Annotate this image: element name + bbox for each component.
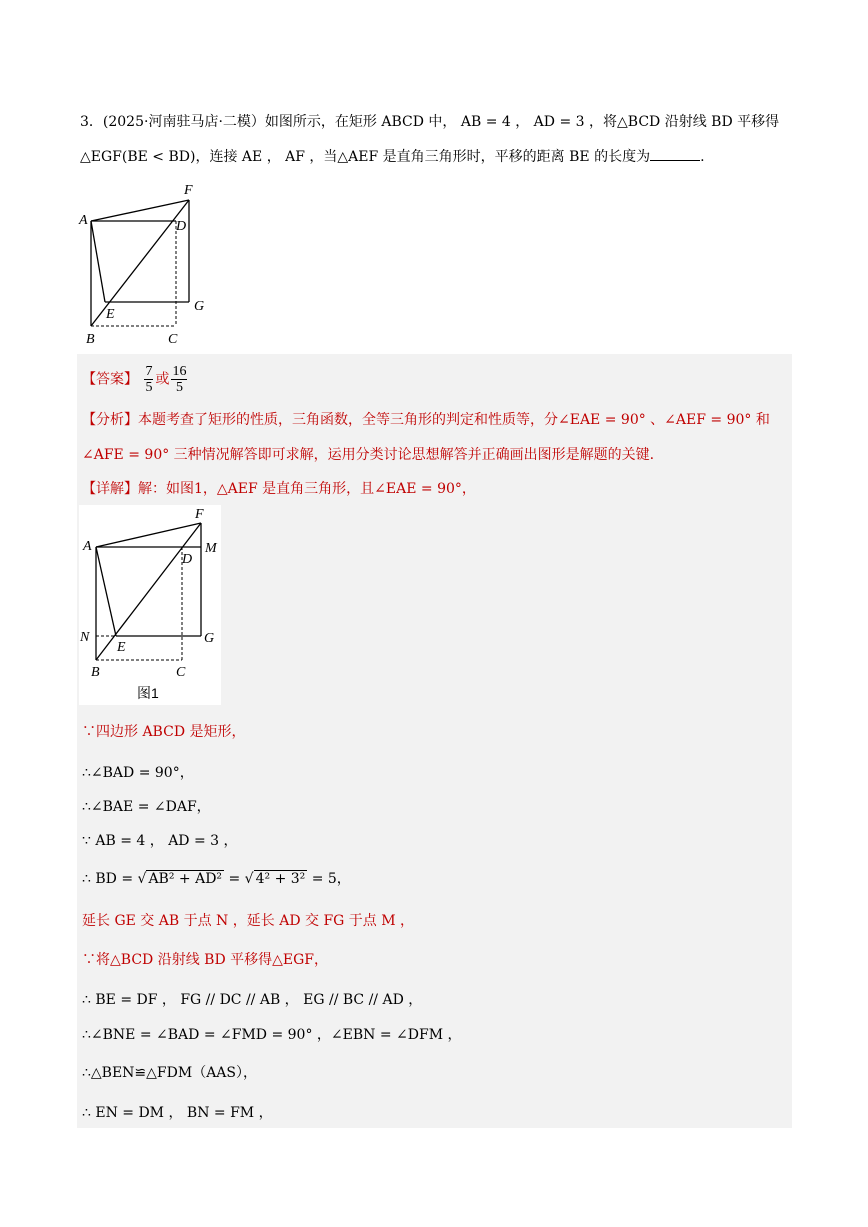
step-5: ∴ BD = √ AB² + AD² = √ 4² + 3² = 5， — [82, 871, 351, 887]
label-D: D — [176, 219, 187, 234]
fig1-label-M: M — [205, 541, 217, 556]
bd-rhs: = 5， — [311, 871, 351, 887]
question-line-2-end: . — [700, 149, 705, 165]
fig1-label-F: F — [195, 507, 204, 522]
figure-1 — [79, 505, 221, 705]
analysis-tag: 【分析】 — [82, 412, 138, 428]
fraction-1-numerator: 7 — [145, 364, 153, 379]
label-C: C — [168, 332, 178, 347]
answer-blank — [650, 146, 700, 161]
detail-intro: 解：如图1，△AEF 是直角三角形，且∠EAE = 90°， — [138, 481, 476, 497]
segment-AE — [91, 221, 105, 302]
label-B: B — [86, 332, 95, 347]
analysis-line-1 — [82, 409, 770, 429]
answer-or: 或 — [155, 371, 170, 388]
step-4: ∵ AB = 4 ， AD = 3 ， — [82, 833, 238, 849]
answer-tag: 【答案】 — [82, 371, 138, 388]
solution-panel — [77, 354, 792, 1128]
bd-lhs: ∴ BD = — [82, 871, 134, 887]
fig1-segment-AE — [96, 547, 116, 636]
fig1-label-B: B — [91, 665, 100, 680]
analysis-line-2: ∠AFE = 90° 三种情况解答即可求解，运用分类讨论思想解答并正确画出图形是解题的关键. — [82, 447, 655, 463]
question-line-2-text: △EGF(BE < BD)，连接 AE ， AF ，当△AEF 是直角三角形时，平移的距离 BE 的长度为 — [80, 149, 651, 165]
main-figure — [76, 180, 216, 348]
fig1-label-N: N — [80, 630, 90, 645]
step-1: ∵四边形 ABCD 是矩形， — [82, 724, 246, 740]
fig1-caption: 图1 — [137, 685, 159, 701]
bd-radicand-2: 4² + 3² — [255, 871, 306, 887]
fraction-2-numerator: 16 — [172, 364, 187, 379]
fraction-2-denominator: 5 — [175, 380, 183, 395]
question-line-1: 3．(2025·河南驻马店·二模）如图所示，在矩形 ABCD 中， AB = 4 ， AD = 3 ，将△BCD 沿射线 BD 平移得 — [80, 114, 780, 130]
label-F: F — [184, 183, 193, 198]
step-3: ∴∠BAE = ∠DAF， — [82, 799, 211, 815]
step-8: ∴ BE = DF ， FG // DC // AB ， EG // BC // AD ， — [82, 992, 423, 1008]
fig1-label-A: A — [83, 539, 92, 554]
fig1-label-E: E — [117, 640, 126, 655]
label-A: A — [79, 213, 88, 228]
bd-radicand-1: AB² + AD² — [148, 871, 223, 887]
step-10: ∴△BEN≌△FDM（AAS）， — [82, 1065, 258, 1081]
question-line-2 — [80, 146, 705, 167]
bd-eq: = — [228, 871, 241, 887]
detail-line — [82, 478, 476, 498]
step-2: ∴∠BAD = 90°， — [82, 765, 194, 781]
fraction-1-denominator: 5 — [145, 380, 153, 395]
answer-fraction-1 — [144, 364, 153, 395]
fig1-label-D: D — [182, 552, 193, 567]
label-E: E — [106, 307, 115, 322]
step-9: ∴∠BNE = ∠BAD = ∠FMD = 90° ，∠EBN = ∠DFM ， — [82, 1027, 462, 1043]
label-G: G — [194, 299, 205, 314]
step-6: 延长 GE 交 AB 于点 N ，延长 AD 交 FG 于点 M ， — [82, 913, 415, 929]
fig1-label-G: G — [204, 631, 215, 646]
answer-line — [82, 364, 189, 395]
step-7: ∵将△BCD 沿射线 BD 平移得△EGF， — [82, 952, 328, 968]
answer-fraction-2 — [171, 364, 187, 395]
fig1-label-C: C — [176, 665, 186, 680]
detail-tag: 【详解】 — [82, 481, 138, 497]
analysis-text-1: 本题考查了矩形的性质，三角函数，全等三角形的判定和性质等，分∠EAE = 90° 、∠AEF = 90° 和 — [138, 412, 770, 428]
step-11: ∴ EN = DM ， BN = FM ， — [82, 1105, 273, 1121]
